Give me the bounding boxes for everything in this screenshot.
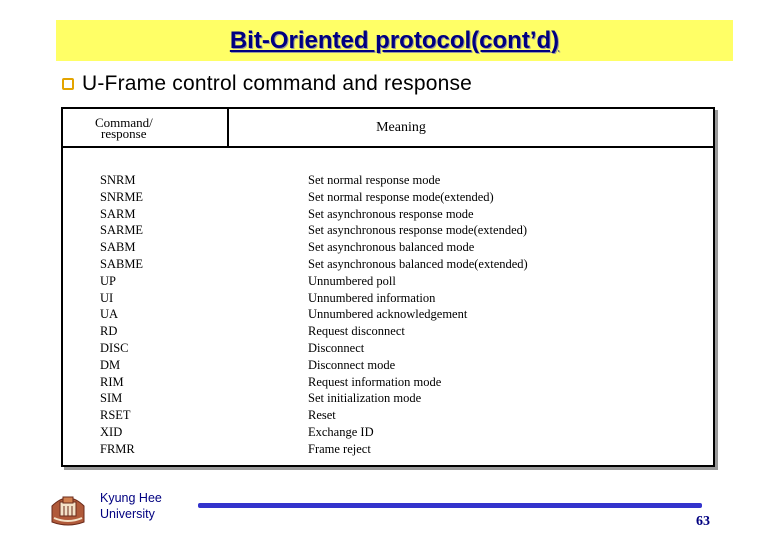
command-column: [100, 172, 143, 458]
table-cell-command: RD: [100, 324, 118, 339]
table-cell-meaning: Set normal response mode(extended): [308, 189, 494, 204]
table-cell-meaning: Disconnect mode: [308, 357, 396, 372]
table-header-row: [63, 109, 713, 148]
table-cell-meaning: Set asynchronous balanced mode(extended): [308, 256, 528, 271]
table-cell-meaning: Request disconnect: [308, 324, 405, 339]
table-cell-command: SARME: [100, 223, 144, 238]
table-cell-meaning: Unnumbered acknowledgement: [308, 307, 468, 322]
table-cell-meaning: Unnumbered information: [308, 290, 436, 305]
table-cell-meaning: Exchange ID: [308, 424, 374, 439]
table-cell-meaning: Set asynchronous response mode(extended): [308, 223, 528, 238]
bullet-text: U-Frame control command and response: [82, 72, 473, 95]
table-cell-meaning: Set asynchronous response mode: [308, 206, 474, 221]
header-command-cell: [63, 109, 229, 146]
u-frame-table: [61, 107, 715, 467]
table-cell-meaning: Request information mode: [308, 374, 442, 389]
table-cell-command: XID: [100, 424, 123, 439]
table-cell-command: FRMR: [100, 441, 135, 456]
page-number: 63: [696, 514, 710, 529]
table-cell-command: RSET: [100, 408, 131, 423]
table-cell-command: SABM: [100, 240, 136, 255]
table-cell-command: RIM: [100, 374, 124, 389]
table-cell-meaning: Disconnect: [308, 340, 365, 355]
university-name-line2: University: [100, 507, 155, 521]
header-meaning: Meaning: [376, 119, 426, 135]
table-cell-command: SNRM: [100, 173, 136, 187]
footer-divider: [198, 503, 702, 508]
meaning-column: [308, 172, 528, 458]
slide-title: Bit-Oriented protocol(cont’d): [229, 26, 560, 54]
table-cell-command: DM: [100, 357, 121, 372]
title-banner: [56, 20, 733, 61]
university-seal-icon: [48, 492, 88, 526]
table-cell-command: SNRME: [100, 189, 144, 204]
header-command-line1: Command/: [95, 115, 153, 130]
table-cell-meaning: Set initialization mode: [308, 391, 422, 406]
header-command-line2: response: [101, 126, 147, 141]
table-cell-meaning: Unnumbered poll: [308, 273, 396, 288]
university-name-line1: Kyung Hee: [100, 491, 162, 505]
table-cell-meaning: Set normal response mode: [308, 173, 441, 187]
university-name: [100, 490, 162, 522]
table-cell-command: SARM: [100, 206, 136, 221]
table-cell-meaning: Reset: [308, 408, 336, 423]
table-cell-command: UP: [100, 273, 116, 288]
bullet-heading: [62, 72, 472, 96]
bullet-square-icon: [62, 78, 74, 90]
table-cell-command: UA: [100, 307, 119, 322]
table-cell-meaning: Set asynchronous balanced mode: [308, 240, 475, 255]
header-meaning-cell: [229, 109, 713, 146]
table-cell-meaning: Frame reject: [308, 441, 371, 456]
table-cell-command: UI: [100, 290, 114, 305]
table-cell-command: SABME: [100, 256, 144, 271]
table-cell-command: DISC: [100, 340, 129, 355]
table-cell-command: SIM: [100, 391, 123, 406]
